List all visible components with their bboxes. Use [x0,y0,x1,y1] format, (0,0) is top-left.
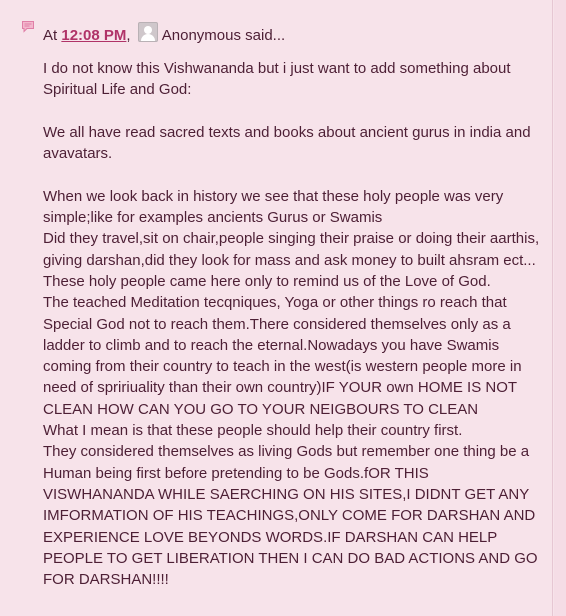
paragraph-gap [43,164,553,185]
comment-text-line: I do not know this Vishwananda but i just want to add something about [43,60,511,77]
comment-text-line: ladder to climb and to reach the eternal.Nowadays you have Swamis [43,336,500,354]
comment-header [43,22,285,45]
comment-text-line: The teached Meditation tecqniques, Yoga or other things ro reach that [43,294,507,312]
comment-text-line: FOR DARSHAN!!!! [43,571,169,589]
comment-prefix: At [43,27,58,44]
comment-text-line: IMFORMATION OF HIS TEACHINGS,ONLY COME FOR DARSHAN AND [43,507,536,525]
comment-text-line: EXPERIENCE LOVE BEYONDS WORDS.IF DARSHAN CAN HELP [43,528,498,546]
comment-text-line: They considered themselves as living Gods but remember one thing be a [43,443,530,461]
comment-text-line: Did they travel,sit on chair,people singing their praise or doing their aarthis, [43,230,540,248]
comment-bubble-icon [21,20,35,34]
comment-text-line: PEOPLE TO GET LIBERATION THEN I CAN DO BAD ACTIONS AND GO [43,549,538,567]
comment-text-line: VISWHANANDA WHILE SAERCHING ON HIS SITES,I DIDNT GET ANY [43,485,530,503]
comment-text-line: Spiritual Life and God: [43,81,192,99]
comment-text-line: When we look back in history we see that these holy people was very [43,187,504,205]
comment-text-line: coming from their country to teach in the west(is western people more in [43,358,522,376]
comment-said: said... [245,27,286,44]
comment-text-line: giving darshan,did they look for mass and ask money to built ahsram ect... [43,251,536,269]
comment-time-link[interactable]: 12:08 PM [61,27,127,44]
comment-text-line: We all have read sacred texts and books about ancient gurus in india and [43,123,531,141]
comment-author: Anonymous [161,27,241,44]
scrollbar-track[interactable] [554,0,566,616]
comment-text-line: Human being first before pretending to be Gods.fOR THIS [43,464,429,482]
anonymous-avatar-icon [138,22,158,42]
comment-text-line: CLEAN HOW CAN YOU GO TO YOUR NEIGBOURS TO CLEAN [43,400,479,418]
comment-text-line: What I mean is that these people should help their country first. [43,422,463,440]
comment-separator: , [126,27,131,44]
comment-text-line: simple;like for examples ancients Gurus or Swamis [43,209,383,227]
paragraph-gap [43,101,553,122]
comment-body [43,58,553,590]
comment-text-line: These holy people came here only to remind us of the Love of God. [43,272,491,290]
comment-text-line: need of spririuality than their own country)IF YOUR own HOME IS NOT [43,379,518,397]
comment-text-line: avavatars. [43,145,113,163]
comment-text-line: Special God not to reach them.There considered themselves only as a [43,315,511,333]
